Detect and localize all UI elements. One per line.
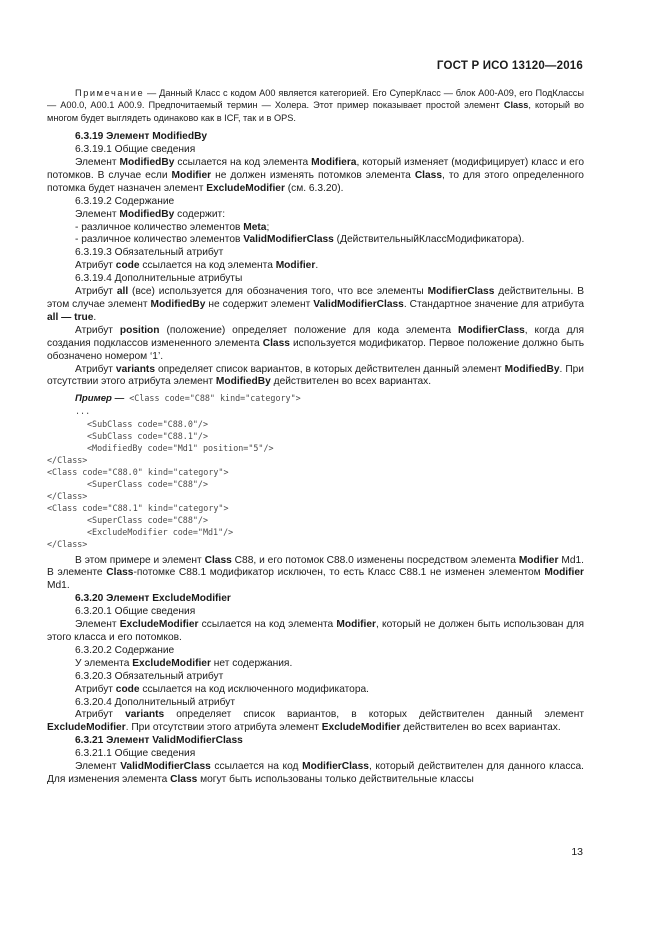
section-6-3-20-title: 6.3.20 Элемент ExcludeModifier — [75, 593, 231, 605]
code-line: <Class code="C88.1" kind="category"> — [47, 503, 229, 514]
list-item: - различное количество элементов Meta; — [75, 221, 270, 233]
paragraph: Атрибут variants определяет список вариантов, в которых действителен данный элемент ModifiedBy. При отсутствии этого атрибута элемент ModifiedBy действителен во всех вариантах. — [47, 363, 585, 388]
bold-term: Meta — [243, 221, 267, 233]
code-line: <SuperClass code="C88"/> — [87, 479, 209, 489]
section-6-3-19-4-title: 6.3.19.4 Дополнительные атрибуты — [75, 273, 243, 285]
bold-term: all — [116, 286, 129, 298]
code-line: <SubClass code="C88.1"/> — [87, 430, 209, 441]
example-label: Пример — — [75, 393, 125, 405]
bold-term: Modifier — [336, 619, 377, 631]
note-text-2: , который во многом будет выглядеть одинаково как в ICF, так и в OPS. — [47, 100, 585, 123]
bold-term: variants — [115, 363, 155, 375]
note-paragraph — [47, 87, 584, 124]
section-6-3-20-2-title: 6.3.20.2 Содержание — [75, 644, 175, 656]
section-6-3-21-title: 6.3.21 Элемент ValidModifierClass — [75, 735, 243, 747]
bold-term: position — [119, 324, 160, 336]
bold-term: ModifierClass — [302, 761, 369, 773]
bold-term: ModifiedBy — [119, 208, 175, 220]
bold-term: ModifiedBy — [119, 157, 175, 169]
paragraph: У элемента ExcludeModifier нет содержания. — [75, 657, 293, 669]
section-6-3-19-title: 6.3.19 Элемент ModifiedBy — [75, 131, 208, 143]
bold-term: ModifiedBy — [150, 299, 206, 310]
paragraph: Элемент ValidModifierClass ссылается на код ModifierClass, который действителен для данного класса. Для изменения элемента Class могут быть использованы только действительные классы — [47, 761, 585, 785]
bold-term: ExcludeModifier — [206, 182, 285, 194]
section-6-3-19-3-title: 6.3.19.3 Обязательный атрибут — [75, 247, 224, 259]
standard-header: ГОСТ Р ИСО 13120—2016 — [436, 60, 583, 72]
bold-term: ExcludeModifier — [132, 657, 211, 669]
code-line: <Class code="C88.0" kind="category"> — [47, 466, 229, 477]
code-line: </Class> — [47, 539, 88, 550]
bold-term: ValidModifierClass — [120, 761, 211, 773]
bold-term: Modifiera — [311, 157, 357, 169]
bold-term: Modifier — [275, 260, 316, 272]
code-line: <SubClass code="C88.0"/> — [87, 418, 209, 429]
bold-term: ExcludeModifier — [119, 619, 199, 631]
bold-term: Modifier — [544, 567, 584, 579]
code-line: <ExcludeModifier code="Md1"/> — [87, 527, 234, 538]
bold-term: code — [115, 260, 140, 272]
section-6-3-19-2-title: 6.3.19.2 Содержание — [75, 195, 175, 207]
page-body — [47, 87, 584, 787]
bold-term: Class — [262, 337, 290, 349]
bold-term: ModifierClass — [457, 324, 525, 336]
paragraph: Атрибут position (положение) определяет положение для кода элемента ModifierClass, когда для создания подклассов измененного элемента Class используется модификатор. Первое положение должно быть обозначено номером ‘1’. — [47, 324, 584, 362]
section-6-3-20-4-title: 6.3.20.4 Дополнительный атрибут — [75, 696, 235, 708]
bold-term: ModifiedBy — [504, 363, 560, 375]
page-number: 13 — [571, 846, 583, 858]
code-line: ... — [75, 406, 91, 417]
note-bold: Class — [503, 100, 529, 111]
bold-term: all — true — [47, 311, 94, 323]
code-line: <SuperClass code="C88"/> — [87, 515, 209, 526]
section-6-3-19-1-title: 6.3.19.1 Общие сведения — [75, 144, 196, 156]
bold-term: Class — [106, 567, 134, 579]
paragraph: Атрибут code ссылается на код элемента Modifier. — [75, 260, 319, 272]
section-6-3-20-3-title: 6.3.20.3 Обязательный атрибут — [75, 670, 224, 682]
bold-term: code — [115, 683, 140, 695]
code-line: </Class> — [47, 454, 88, 465]
paragraph: Атрибут variants определяет список вариантов, в которых действителен данный элемент ExcludeModifier. При отсутствии этого атрибута элемент ExcludeModifier действителен во всех вариантах. — [47, 709, 584, 734]
bold-term: ModifierClass — [427, 286, 495, 298]
bold-term: ExcludeModifier — [321, 722, 401, 734]
paragraph: Атрибут code ссылается на код исключенного модификатора. — [75, 683, 370, 695]
note-text: — Данный Класс с кодом A00 является категорией. Его СуперКласс — блок A00-A09, его ПодКлассы — A00.0, A00.1 A00.9. Предпочитаемый термин — Холера. Этот пример показывает простой элемент — [47, 88, 584, 111]
paragraph: Атрибут all (все) используется для обозначения того, что все элементы ModifierClass действительны. В этом случае элемент ModifiedBy не содержит элемент ValidModifierClass. Стандартное значение для атрибута all — true. — [47, 286, 585, 323]
bold-term: ExcludeModifier — [47, 722, 126, 734]
bold-term: Class — [204, 554, 232, 566]
section-6-3-20-1-title: 6.3.20.1 Общие сведения — [75, 606, 196, 618]
bold-term: variants — [125, 709, 165, 721]
code-line: </Class> — [47, 491, 88, 502]
list-item: - различное количество элементов ValidModifierClass (ДействительныйКлассМодификатора). — [75, 234, 525, 246]
code-line: Пример — <Class code="C88" kind="category"> — [75, 393, 301, 405]
bold-term: ModifiedBy — [215, 376, 271, 388]
code-line: <ModifiedBy code="Md1" position="5"/> — [87, 442, 274, 453]
paragraph: Элемент ExcludeModifier ссылается на код элемента Modifier, который не должен быть использован для этого класса и его потомков. — [47, 619, 585, 643]
section-6-3-21-1-title: 6.3.21.1 Общие сведения — [75, 748, 196, 760]
bold-term: Class — [170, 773, 198, 785]
code-example — [47, 392, 584, 550]
bold-term: ValidModifierClass — [243, 234, 334, 246]
paragraph: В этом примере и элемент Class C88, и его потомок C88.0 изменены посредством элемента Modifier Md1. В элементе Class-потомке C88.1 модификатор исключен, то есть Класс C88.1 не изменен элементом Modifier Md1. — [47, 554, 584, 592]
bold-term: Class — [414, 169, 443, 181]
paragraph: Элемент ModifiedBy ссылается на код элемента Modifiera, который изменяет (модифицирует) класс и его потомков. В случае если Modifier не должен изменять потомков элемента Class, то для этого определенного потомка будет назначен элемент ExcludeModifier (см. 6.3.20). — [47, 157, 584, 194]
bold-term: ValidModifierClass — [313, 299, 404, 310]
paragraph: Элемент ModifiedBy содержит: — [75, 208, 226, 220]
bold-term: Modifier — [518, 554, 559, 566]
bold-term: Modifier — [171, 169, 212, 181]
note-label: Примечание — [75, 88, 145, 98]
